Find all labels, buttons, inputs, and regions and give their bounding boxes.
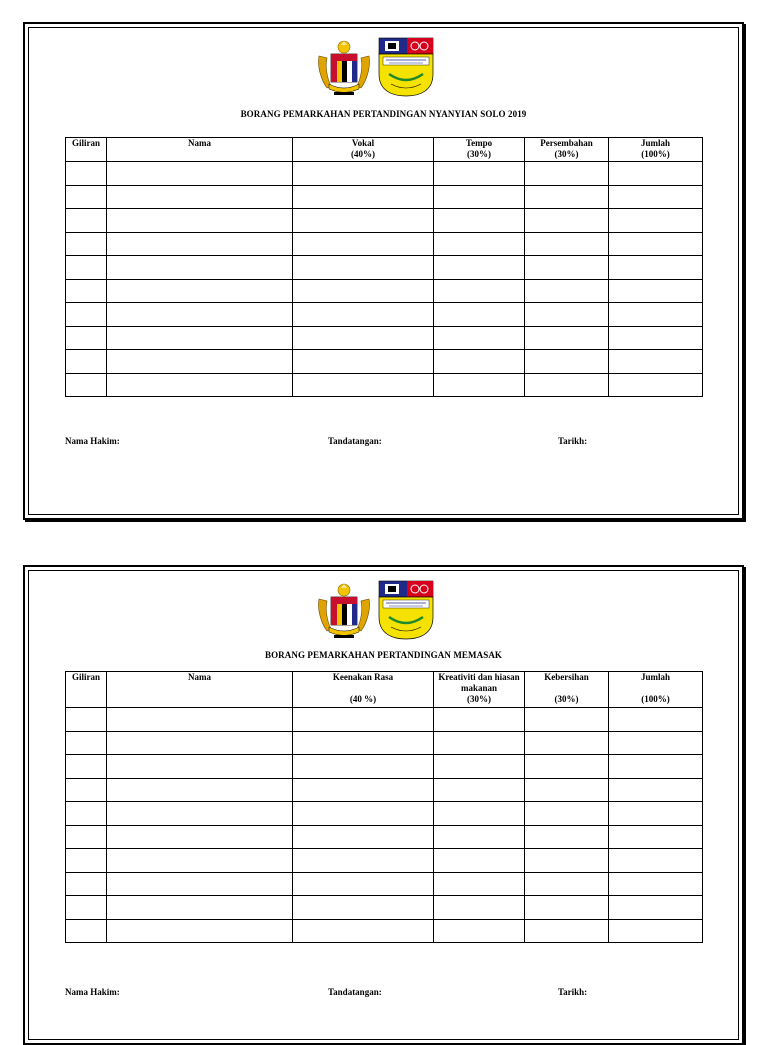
column-header-kreativiti: Kreativiti dan hiasan makanan (30%): [434, 672, 525, 708]
table-row: [66, 731, 703, 755]
table-row: [66, 896, 703, 920]
score-cell[interactable]: [293, 162, 434, 186]
giliran-cell[interactable]: [66, 731, 107, 755]
total-cell[interactable]: [609, 373, 703, 397]
giliran-cell[interactable]: [66, 778, 107, 802]
score-cell[interactable]: [434, 708, 525, 732]
giliran-cell[interactable]: [66, 162, 107, 186]
nama-cell[interactable]: [107, 778, 293, 802]
table-row: [66, 755, 703, 779]
giliran-cell[interactable]: [66, 755, 107, 779]
score-cell[interactable]: [525, 232, 609, 256]
total-cell[interactable]: [609, 209, 703, 233]
score-cell[interactable]: [434, 232, 525, 256]
date-label: Tarikh:: [558, 987, 588, 997]
table-row: [66, 256, 703, 280]
column-header-kebersihan: Kebersihan (30%): [525, 672, 609, 708]
nama-cell[interactable]: [107, 919, 293, 943]
score-cell[interactable]: [293, 849, 434, 873]
coat-of-arms-logo: [315, 36, 373, 98]
nama-cell[interactable]: [107, 708, 293, 732]
score-cell[interactable]: [525, 825, 609, 849]
column-header-tempo: Tempo (30%): [434, 138, 525, 162]
giliran-cell[interactable]: [66, 256, 107, 280]
form-title: BORANG PEMARKAHAN PERTANDINGAN MEMASAK: [264, 650, 503, 660]
nama-cell[interactable]: [107, 256, 293, 280]
table-row: [66, 778, 703, 802]
nama-cell[interactable]: [107, 162, 293, 186]
table-row: [66, 162, 703, 186]
table-row: [66, 373, 703, 397]
nama-cell[interactable]: [107, 755, 293, 779]
nama-cell[interactable]: [107, 802, 293, 826]
giliran-cell[interactable]: [66, 303, 107, 327]
table-row: [66, 708, 703, 732]
score-cell[interactable]: [434, 872, 525, 896]
score-cell[interactable]: [434, 185, 525, 209]
giliran-cell[interactable]: [66, 919, 107, 943]
signature-label: Tandatangan:: [328, 436, 382, 446]
logo-group: [315, 579, 445, 645]
score-cell[interactable]: [293, 326, 434, 350]
giliran-cell[interactable]: [66, 326, 107, 350]
total-cell[interactable]: [609, 802, 703, 826]
signature-label: Tandatangan:: [328, 987, 382, 997]
score-cell[interactable]: [525, 872, 609, 896]
score-cell[interactable]: [434, 731, 525, 755]
score-cell[interactable]: [293, 872, 434, 896]
score-cell[interactable]: [293, 185, 434, 209]
nama-cell[interactable]: [107, 849, 293, 873]
nama-cell[interactable]: [107, 872, 293, 896]
table-row: [66, 185, 703, 209]
table-row: [66, 849, 703, 873]
score-cell[interactable]: [434, 849, 525, 873]
table-row: [66, 802, 703, 826]
giliran-cell[interactable]: [66, 708, 107, 732]
score-cell[interactable]: [434, 303, 525, 327]
nama-cell[interactable]: [107, 825, 293, 849]
score-cell[interactable]: [434, 373, 525, 397]
total-cell[interactable]: [609, 825, 703, 849]
total-cell[interactable]: [609, 303, 703, 327]
score-cell[interactable]: [525, 303, 609, 327]
score-cell[interactable]: [293, 755, 434, 779]
giliran-cell[interactable]: [66, 802, 107, 826]
total-cell[interactable]: [609, 162, 703, 186]
score-cell[interactable]: [293, 919, 434, 943]
total-cell[interactable]: [609, 872, 703, 896]
score-cell[interactable]: [434, 350, 525, 374]
total-cell[interactable]: [609, 755, 703, 779]
column-header-jumlah: Jumlah (100%): [609, 138, 703, 162]
nama-cell[interactable]: [107, 209, 293, 233]
score-cell[interactable]: [434, 326, 525, 350]
table-body: [66, 162, 703, 397]
nama-cell[interactable]: [107, 731, 293, 755]
giliran-cell[interactable]: [66, 185, 107, 209]
score-cell[interactable]: [525, 849, 609, 873]
table-row: [66, 232, 703, 256]
score-cell[interactable]: [434, 802, 525, 826]
score-cell[interactable]: [525, 708, 609, 732]
score-cell[interactable]: [525, 896, 609, 920]
table-row: [66, 303, 703, 327]
nama-cell[interactable]: [107, 185, 293, 209]
giliran-cell[interactable]: [66, 825, 107, 849]
total-cell[interactable]: [609, 731, 703, 755]
school-badge-logo: [377, 579, 435, 641]
nama-cell[interactable]: [107, 232, 293, 256]
giliran-cell[interactable]: [66, 232, 107, 256]
score-cell[interactable]: [434, 755, 525, 779]
total-cell[interactable]: [609, 232, 703, 256]
giliran-cell[interactable]: [66, 350, 107, 374]
table-row: [66, 209, 703, 233]
score-cell[interactable]: [293, 731, 434, 755]
score-cell[interactable]: [525, 350, 609, 374]
score-cell[interactable]: [293, 303, 434, 327]
score-cell[interactable]: [525, 279, 609, 303]
table-row: [66, 350, 703, 374]
nama-cell[interactable]: [107, 326, 293, 350]
nama-cell[interactable]: [107, 896, 293, 920]
score-cell[interactable]: [525, 919, 609, 943]
score-cell[interactable]: [293, 373, 434, 397]
judge-name-label: Nama Hakim:: [65, 436, 120, 446]
score-cell[interactable]: [525, 778, 609, 802]
score-cell[interactable]: [293, 209, 434, 233]
table-row: [66, 919, 703, 943]
form-title: BORANG PEMARKAHAN PERTANDINGAN NYANYIAN SOLO 2019: [240, 109, 527, 119]
score-cell[interactable]: [525, 731, 609, 755]
score-cell[interactable]: [434, 162, 525, 186]
table-body: [66, 708, 703, 943]
total-cell[interactable]: [609, 256, 703, 280]
total-cell[interactable]: [609, 919, 703, 943]
column-header-giliran: Giliran: [66, 138, 107, 162]
score-cell[interactable]: [434, 256, 525, 280]
table-row: [66, 326, 703, 350]
total-cell[interactable]: [609, 279, 703, 303]
total-cell[interactable]: [609, 185, 703, 209]
score-cell[interactable]: [525, 209, 609, 233]
coat-of-arms-logo: [315, 579, 373, 641]
score-cell[interactable]: [434, 778, 525, 802]
date-label: Tarikh:: [558, 436, 588, 446]
score-cell[interactable]: [525, 802, 609, 826]
score-cell[interactable]: [525, 755, 609, 779]
scoring-table: [65, 671, 703, 943]
table-row: [66, 279, 703, 303]
school-badge-logo: [377, 36, 435, 98]
giliran-cell[interactable]: [66, 279, 107, 303]
score-cell[interactable]: [293, 825, 434, 849]
score-cell[interactable]: [434, 825, 525, 849]
total-cell[interactable]: [609, 708, 703, 732]
total-cell[interactable]: [609, 778, 703, 802]
column-header-vokal: Vokal (40%): [293, 138, 434, 162]
score-cell[interactable]: [293, 232, 434, 256]
score-cell[interactable]: [293, 708, 434, 732]
table-row: [66, 825, 703, 849]
score-cell[interactable]: [293, 350, 434, 374]
score-cell[interactable]: [434, 279, 525, 303]
score-cell[interactable]: [525, 162, 609, 186]
column-header-nama: Nama: [107, 138, 293, 162]
giliran-cell[interactable]: [66, 872, 107, 896]
column-header-persembahan: Persembahan (30%): [525, 138, 609, 162]
column-header-jumlah: Jumlah (100%): [609, 672, 703, 708]
column-header-nama: Nama: [107, 672, 293, 708]
score-cell[interactable]: [434, 919, 525, 943]
judge-name-label: Nama Hakim:: [65, 987, 120, 997]
giliran-cell[interactable]: [66, 849, 107, 873]
giliran-cell[interactable]: [66, 209, 107, 233]
score-cell[interactable]: [293, 778, 434, 802]
score-cell[interactable]: [525, 185, 609, 209]
score-cell[interactable]: [525, 373, 609, 397]
score-cell[interactable]: [525, 256, 609, 280]
score-cell[interactable]: [434, 896, 525, 920]
score-cell[interactable]: [434, 209, 525, 233]
nama-cell[interactable]: [107, 373, 293, 397]
score-cell[interactable]: [293, 256, 434, 280]
giliran-cell[interactable]: [66, 373, 107, 397]
nama-cell[interactable]: [107, 279, 293, 303]
table-row: [66, 872, 703, 896]
total-cell[interactable]: [609, 896, 703, 920]
column-header-keenakan-rasa: Keenakan Rasa (40 %): [293, 672, 434, 708]
nama-cell[interactable]: [107, 303, 293, 327]
scoring-table: [65, 137, 703, 397]
score-cell[interactable]: [525, 326, 609, 350]
score-cell[interactable]: [293, 802, 434, 826]
column-header-giliran: Giliran: [66, 672, 107, 708]
score-cell[interactable]: [293, 279, 434, 303]
logo-group: [315, 36, 445, 102]
total-cell[interactable]: [609, 350, 703, 374]
total-cell[interactable]: [609, 849, 703, 873]
scoring-form-singing: [23, 22, 744, 520]
nama-cell[interactable]: [107, 350, 293, 374]
total-cell[interactable]: [609, 326, 703, 350]
score-cell[interactable]: [293, 896, 434, 920]
scoring-form-cooking: [23, 565, 744, 1045]
giliran-cell[interactable]: [66, 896, 107, 920]
